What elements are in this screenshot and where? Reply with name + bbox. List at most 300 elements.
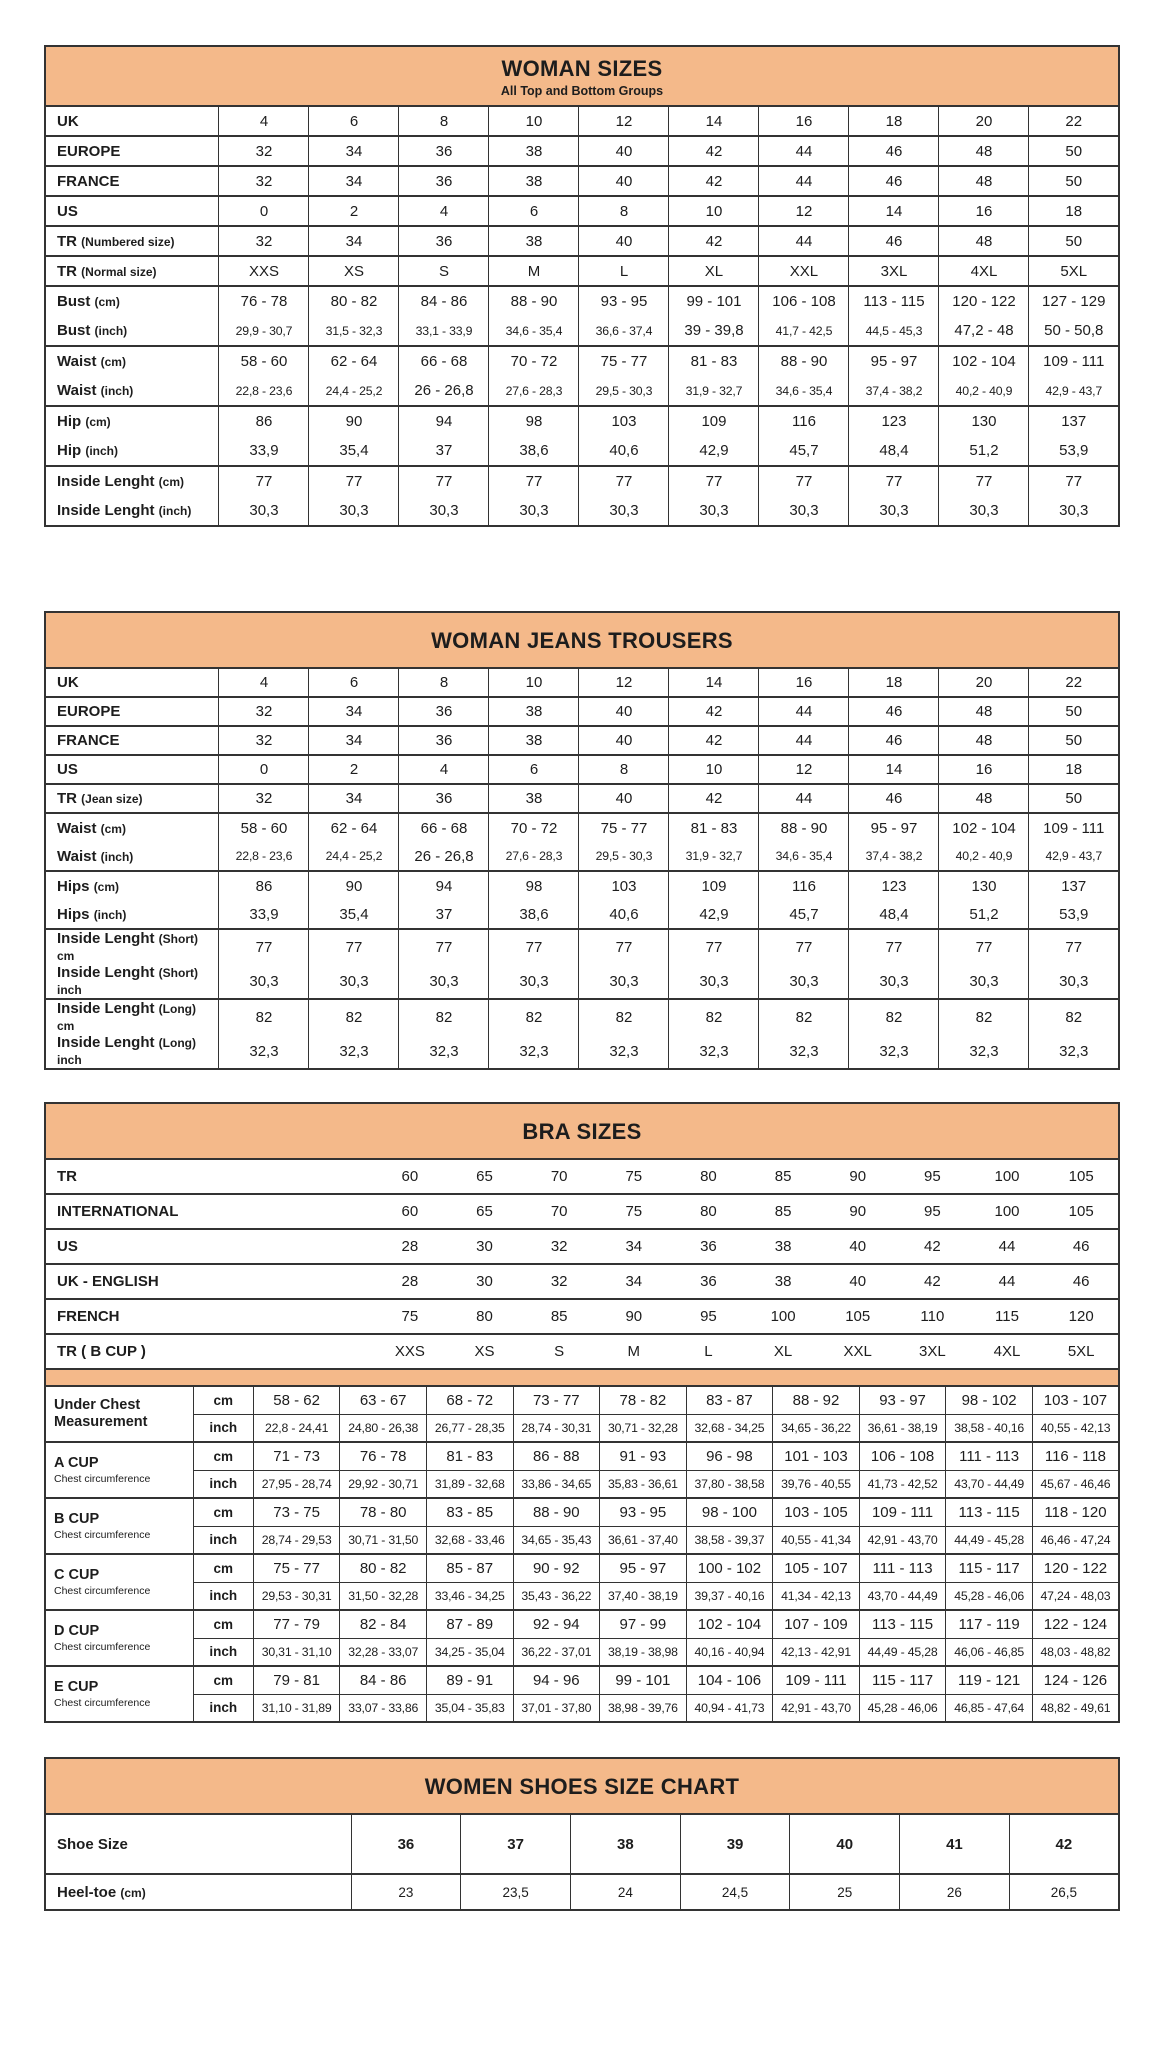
table-row — [45, 1554, 1119, 1582]
size-cell: 77 — [399, 466, 489, 496]
size-cell: 105 — [820, 1299, 895, 1334]
size-cell: 30 — [447, 1264, 522, 1299]
table-title: WOMAN SIZES — [501, 56, 663, 81]
row-label-text: Under Chest Measurement — [54, 1397, 148, 1430]
table-row — [45, 376, 1119, 406]
size-cell: XL — [669, 256, 759, 286]
size-cell: 4 — [219, 106, 309, 136]
size-cell: 35,83 - 36,61 — [600, 1470, 687, 1498]
size-cell: 38 — [746, 1264, 821, 1299]
size-cell: 115 - 117 — [946, 1554, 1033, 1582]
size-cell: 18 — [1029, 196, 1119, 226]
row-label-text: Inside Lenght — [57, 930, 155, 947]
size-cell: 105 - 107 — [773, 1554, 860, 1582]
size-cell: 109 - 111 — [1029, 346, 1119, 376]
size-cell: 82 — [219, 999, 309, 1034]
size-cell: S — [399, 256, 489, 286]
table-woman-sizes — [44, 45, 1120, 527]
size-cell: 38,58 - 40,16 — [946, 1414, 1033, 1442]
table-row — [45, 346, 1119, 376]
unit-label: inch — [193, 1526, 253, 1554]
size-cell: 42,13 - 42,91 — [773, 1638, 860, 1666]
row-label-note: (cm) — [158, 475, 185, 489]
unit-label: inch — [193, 1638, 253, 1666]
size-cell: 98 — [489, 871, 579, 900]
size-cell: 36 — [671, 1229, 746, 1264]
size-cell: 32 — [219, 726, 309, 755]
size-cell: 26 — [900, 1874, 1010, 1910]
size-cell: 32 — [219, 166, 309, 196]
size-cell: 36,61 - 37,40 — [600, 1526, 687, 1554]
size-cell: 32,3 — [849, 1034, 939, 1069]
size-cell: 77 — [219, 929, 309, 964]
size-cell: 39 — [680, 1814, 790, 1874]
size-cell: 46 — [849, 726, 939, 755]
size-cell: 30,3 — [759, 964, 849, 999]
size-cell: 18 — [849, 668, 939, 697]
row-label-text: C CUP — [54, 1567, 100, 1584]
size-cell: 40,6 — [579, 900, 669, 929]
size-cell: 35,04 - 35,83 — [426, 1694, 513, 1722]
row-label — [45, 1386, 193, 1442]
size-cell: 82 — [309, 999, 399, 1034]
size-cell: 100 — [970, 1194, 1045, 1229]
size-cell: 102 - 104 — [686, 1610, 773, 1638]
size-cell: 31,5 - 32,3 — [309, 316, 399, 346]
size-cell: 44 — [759, 697, 849, 726]
size-cell: 24,4 - 25,2 — [309, 376, 399, 406]
size-cell: 75 — [596, 1194, 671, 1229]
size-cell: 35,43 - 36,22 — [513, 1582, 600, 1610]
size-cell: 38 — [746, 1229, 821, 1264]
size-cell: 94 — [399, 871, 489, 900]
size-cell: 42 — [895, 1264, 970, 1299]
size-cell: 40 — [820, 1264, 895, 1299]
row-label — [45, 784, 219, 813]
size-cell: 34 — [309, 784, 399, 813]
row-label-text: FRANCE — [57, 732, 120, 749]
row-label-note: (Numbered size) — [81, 234, 175, 249]
size-cell: 44 — [970, 1264, 1045, 1299]
size-cell: 37,4 - 38,2 — [849, 842, 939, 871]
size-cell: 14 — [849, 196, 939, 226]
size-cell: 113 - 115 — [946, 1498, 1033, 1526]
row-label-text: Inside Lenght — [57, 1034, 155, 1051]
size-cell: 38,19 - 38,98 — [600, 1638, 687, 1666]
table-title: WOMAN JEANS TROUSERS — [431, 628, 733, 653]
size-cell: 51,2 — [939, 436, 1029, 466]
size-cell: 41,73 - 42,52 — [859, 1470, 946, 1498]
size-cell: 27,6 - 28,3 — [489, 376, 579, 406]
size-cell: 77 — [669, 929, 759, 964]
row-label — [45, 346, 219, 376]
size-cell: 20 — [939, 668, 1029, 697]
size-cell: 36,6 - 37,4 — [579, 316, 669, 346]
unit-label: cm — [193, 1610, 253, 1638]
row-label — [45, 999, 219, 1034]
size-cell: 123 — [849, 871, 939, 900]
size-cell: 119 - 121 — [946, 1666, 1033, 1694]
size-cell: 30,71 - 31,50 — [340, 1526, 427, 1554]
size-cell: 29,5 - 30,3 — [579, 376, 669, 406]
size-cell: 30,3 — [669, 964, 759, 999]
size-cell: 99 - 101 — [600, 1666, 687, 1694]
size-cell: 40 — [579, 726, 669, 755]
table-row — [45, 136, 1119, 166]
size-cell: 82 — [939, 999, 1029, 1034]
row-label — [45, 496, 219, 526]
size-cell: 47,24 - 48,03 — [1032, 1582, 1119, 1610]
size-cell: 44 — [759, 226, 849, 256]
size-cell: 109 - 111 — [1029, 813, 1119, 842]
size-cell: 77 — [579, 466, 669, 496]
size-cell: 77 — [399, 929, 489, 964]
row-label-text: FRENCH — [57, 1308, 120, 1325]
size-cell: 44,49 - 45,28 — [946, 1526, 1033, 1554]
size-cell: 34 — [309, 226, 399, 256]
size-cell: 82 — [759, 999, 849, 1034]
row-label-note: (inch) — [94, 324, 128, 338]
size-cell: 32,28 - 33,07 — [340, 1638, 427, 1666]
size-cell: 81 - 83 — [669, 813, 759, 842]
size-cell: XS — [309, 256, 399, 286]
size-cell: 27,6 - 28,3 — [489, 842, 579, 871]
size-cell: 26,77 - 28,35 — [426, 1414, 513, 1442]
row-label-text: TR — [57, 232, 77, 250]
row-label-note: (cm) — [120, 1885, 146, 1900]
size-cell: 127 - 129 — [1029, 286, 1119, 316]
size-cell: 117 - 119 — [946, 1610, 1033, 1638]
size-cell: 83 - 85 — [426, 1498, 513, 1526]
row-label-note: (Normal size) — [81, 264, 157, 279]
size-cell: 33,9 — [219, 436, 309, 466]
size-cell: 50 - 50,8 — [1029, 316, 1119, 346]
size-cell: 32 — [219, 136, 309, 166]
size-cell: 42 — [669, 784, 759, 813]
size-cell: 90 — [309, 406, 399, 436]
row-label — [45, 929, 219, 964]
size-cell: 10 — [669, 196, 759, 226]
table-row — [45, 1229, 1119, 1264]
row-label — [45, 871, 219, 900]
size-cell: XXS — [219, 256, 309, 286]
size-cell: 38,58 - 39,37 — [686, 1526, 773, 1554]
size-cell: 43,70 - 44,49 — [946, 1470, 1033, 1498]
size-cell: 33,07 - 33,86 — [340, 1694, 427, 1722]
row-label-text: B CUP — [54, 1511, 100, 1528]
size-cell: 34 — [596, 1264, 671, 1299]
size-cell: 124 - 126 — [1032, 1666, 1119, 1694]
row-label — [45, 1554, 193, 1610]
size-cell: 48 — [939, 136, 1029, 166]
row-label-text: Shoe Size — [57, 1835, 128, 1853]
size-cell: 24,5 — [680, 1874, 790, 1910]
size-cell: 111 - 113 — [946, 1442, 1033, 1470]
size-cell: 18 — [849, 106, 939, 136]
woman-sizes-title-bar — [44, 45, 1120, 105]
size-cell: 50 — [1029, 726, 1119, 755]
size-cell: 90 - 92 — [513, 1554, 600, 1582]
row-label-text: Hips — [57, 905, 90, 923]
table-row — [45, 1334, 1119, 1369]
size-cell: 30,3 — [939, 496, 1029, 526]
size-cell: 32,68 - 33,46 — [426, 1526, 513, 1554]
size-cell: 95 - 97 — [849, 346, 939, 376]
row-label-text: Inside Lenght — [57, 502, 155, 519]
size-cell: 41,34 - 42,13 — [773, 1582, 860, 1610]
size-cell: 16 — [939, 196, 1029, 226]
size-cell: 99 - 101 — [669, 286, 759, 316]
size-cell: 25 — [790, 1874, 900, 1910]
size-cell: 94 — [399, 406, 489, 436]
size-cell: 75 — [596, 1159, 671, 1194]
row-label-note: (Short) inch — [57, 966, 198, 997]
row-label — [45, 697, 219, 726]
size-cell: 45,28 - 46,06 — [859, 1694, 946, 1722]
size-cell: 77 — [1029, 466, 1119, 496]
row-label — [45, 726, 219, 755]
size-cell: 46,85 - 47,64 — [946, 1694, 1033, 1722]
size-cell: 44 — [759, 166, 849, 196]
size-cell: 40 — [820, 1229, 895, 1264]
size-cell: 38 — [489, 166, 579, 196]
size-cell: 82 — [849, 999, 939, 1034]
section-divider — [44, 1370, 1120, 1385]
size-cell: 37 — [399, 900, 489, 929]
size-cell: 101 - 103 — [773, 1442, 860, 1470]
table-row — [45, 900, 1119, 929]
row-label-text: TR ( B CUP ) — [57, 1343, 146, 1360]
size-cell: 75 — [373, 1299, 448, 1334]
size-cell: 77 — [1029, 929, 1119, 964]
size-cell: 14 — [849, 755, 939, 784]
size-cell: 86 - 88 — [513, 1442, 600, 1470]
bra-title-bar — [44, 1102, 1120, 1158]
row-label — [45, 1814, 351, 1874]
size-cell: 37 — [399, 436, 489, 466]
table-row — [45, 466, 1119, 496]
size-cell: 75 - 77 — [579, 813, 669, 842]
table-row — [45, 1666, 1119, 1694]
size-cell: 48 — [939, 697, 1029, 726]
table-title: BRA SIZES — [522, 1119, 642, 1144]
size-cell: 10 — [489, 106, 579, 136]
size-cell: 103 - 105 — [773, 1498, 860, 1526]
size-cell: 38,6 — [489, 436, 579, 466]
size-cell: 32,3 — [939, 1034, 1029, 1069]
row-label-text: Bust — [57, 322, 91, 339]
size-cell: 48,4 — [849, 436, 939, 466]
row-label-text: Waist — [57, 847, 97, 865]
size-cell: XXL — [759, 256, 849, 286]
size-cell: 76 - 78 — [219, 286, 309, 316]
size-cell: 34 — [596, 1229, 671, 1264]
size-cell: 73 - 77 — [513, 1386, 600, 1414]
size-cell: 66 - 68 — [399, 346, 489, 376]
row-label-sub: Chest circumference — [54, 1528, 151, 1541]
size-cell: 33,1 - 33,9 — [399, 316, 489, 346]
table-row — [45, 226, 1119, 256]
unit-label: inch — [193, 1470, 253, 1498]
size-cell: 30,3 — [219, 964, 309, 999]
size-cell: 44,5 - 45,3 — [849, 316, 939, 346]
size-cell: 32,3 — [309, 1034, 399, 1069]
size-cell: 91 - 93 — [600, 1442, 687, 1470]
table-row — [45, 166, 1119, 196]
size-cell: 85 — [746, 1159, 821, 1194]
size-cell: 42 — [669, 726, 759, 755]
size-cell: 53,9 — [1029, 436, 1119, 466]
size-cell: 37,40 - 38,19 — [600, 1582, 687, 1610]
row-label — [45, 1264, 373, 1299]
table-subtitle: All Top and Bottom Groups — [500, 84, 664, 98]
unit-label: cm — [193, 1554, 253, 1582]
size-cell: 80 — [671, 1194, 746, 1229]
size-cell: 33,9 — [219, 900, 309, 929]
size-cell: 106 - 108 — [859, 1442, 946, 1470]
size-cell: 39,37 - 40,16 — [686, 1582, 773, 1610]
size-cell: 79 - 81 — [253, 1666, 340, 1694]
size-cell: 42,9 — [669, 436, 759, 466]
table-row — [45, 1442, 1119, 1470]
row-label-text: UK — [57, 112, 79, 130]
table-row — [45, 1874, 1119, 1910]
table-row — [45, 196, 1119, 226]
size-cell: 65 — [447, 1159, 522, 1194]
size-cell: 0 — [219, 196, 309, 226]
size-cell: S — [522, 1334, 597, 1369]
size-cell: 76 - 78 — [340, 1442, 427, 1470]
size-cell: 46,46 - 47,24 — [1032, 1526, 1119, 1554]
size-cell: 77 - 79 — [253, 1610, 340, 1638]
size-cell: 36,61 - 38,19 — [859, 1414, 946, 1442]
size-cell: 44,49 - 45,28 — [859, 1638, 946, 1666]
size-cell: 4 — [399, 755, 489, 784]
unit-label: cm — [193, 1442, 253, 1470]
size-cell: 3XL — [895, 1334, 970, 1369]
size-cell: 45,67 - 46,46 — [1032, 1470, 1119, 1498]
row-label — [45, 900, 219, 929]
size-cell: 28 — [373, 1229, 448, 1264]
table-row — [45, 256, 1119, 286]
size-cell: 34 — [309, 697, 399, 726]
size-cell: 41,7 - 42,5 — [759, 316, 849, 346]
size-cell: 35,4 — [309, 900, 399, 929]
size-cell: 82 — [1029, 999, 1119, 1034]
size-cell: 109 - 111 — [773, 1666, 860, 1694]
row-label-text: US — [57, 761, 78, 778]
row-label — [45, 106, 219, 136]
size-cell: 26 - 26,8 — [399, 842, 489, 871]
size-cell: 105 — [1044, 1159, 1119, 1194]
size-cell: 85 - 87 — [426, 1554, 513, 1582]
row-label-sub: Chest circumference — [54, 1472, 151, 1485]
size-cell: 65 — [447, 1194, 522, 1229]
row-label — [45, 196, 219, 226]
size-cell: 84 - 86 — [399, 286, 489, 316]
size-cell: 20 — [939, 106, 1029, 136]
shoes-grid — [44, 1813, 1120, 1911]
row-label-text: US — [57, 1238, 78, 1255]
table-row — [45, 436, 1119, 466]
size-cell: 137 — [1029, 871, 1119, 900]
size-cell: 95 — [671, 1299, 746, 1334]
size-cell: 30,3 — [309, 964, 399, 999]
size-cell: 130 — [939, 871, 1029, 900]
row-label — [45, 1229, 373, 1264]
size-cell: 45,28 - 46,06 — [946, 1582, 1033, 1610]
size-cell: 6 — [309, 106, 399, 136]
table-row — [45, 1194, 1119, 1229]
size-cell: 46 — [849, 697, 939, 726]
table-row — [45, 1498, 1119, 1526]
size-cell: XL — [746, 1334, 821, 1369]
size-cell: 28,74 - 29,53 — [253, 1526, 340, 1554]
size-cell: 44 — [759, 136, 849, 166]
size-cell: 4 — [219, 668, 309, 697]
row-label-text: UK - ENGLISH — [57, 1273, 159, 1290]
row-label-text: EUROPE — [57, 142, 121, 160]
size-cell: 75 - 77 — [579, 346, 669, 376]
size-cell: 42 — [1009, 1814, 1119, 1874]
row-label — [45, 1442, 193, 1498]
size-cell: 89 - 91 — [426, 1666, 513, 1694]
size-cell: 107 - 109 — [773, 1610, 860, 1638]
size-cell: 34,6 - 35,4 — [759, 376, 849, 406]
size-cell: 50 — [1029, 166, 1119, 196]
size-cell: 0 — [219, 755, 309, 784]
size-cell: 37,80 - 38,58 — [686, 1470, 773, 1498]
size-cell: 12 — [579, 106, 669, 136]
size-cell: 98 - 100 — [686, 1498, 773, 1526]
size-cell: 102 - 104 — [939, 346, 1029, 376]
size-cell: 41 — [900, 1814, 1010, 1874]
row-label — [45, 1194, 373, 1229]
size-cell: 98 - 102 — [946, 1386, 1033, 1414]
size-cell: 46,06 - 46,85 — [946, 1638, 1033, 1666]
size-cell: 77 — [669, 466, 759, 496]
size-cell: 70 — [522, 1159, 597, 1194]
row-label-note: (cm) — [93, 879, 120, 894]
size-cell: 30,3 — [849, 964, 939, 999]
size-cell: 30,3 — [849, 496, 939, 526]
row-label — [45, 1334, 373, 1369]
size-cell: 42 — [669, 166, 759, 196]
size-cell: XXL — [820, 1334, 895, 1369]
size-cell: 5XL — [1029, 256, 1119, 286]
size-cell: 40,55 - 41,34 — [773, 1526, 860, 1554]
row-label-note: (inch) — [93, 907, 127, 922]
size-cell: 95 - 97 — [849, 813, 939, 842]
size-cell: 90 — [596, 1299, 671, 1334]
size-cell: 30 — [447, 1229, 522, 1264]
table-row — [45, 726, 1119, 755]
table-row — [45, 406, 1119, 436]
size-cell: 110 — [895, 1299, 970, 1334]
size-cell: 90 — [820, 1194, 895, 1229]
table-row — [45, 964, 1119, 999]
size-cell: 34,65 - 36,22 — [773, 1414, 860, 1442]
row-label — [45, 436, 219, 466]
row-label-text: TR — [57, 262, 77, 280]
size-cell: 100 - 102 — [686, 1554, 773, 1582]
table-row — [45, 1638, 1119, 1666]
size-cell: 39,76 - 40,55 — [773, 1470, 860, 1498]
size-cell: 44 — [759, 784, 849, 813]
size-cell: 36 — [399, 697, 489, 726]
size-cell: 36 — [399, 136, 489, 166]
size-cell: 24 — [570, 1874, 680, 1910]
